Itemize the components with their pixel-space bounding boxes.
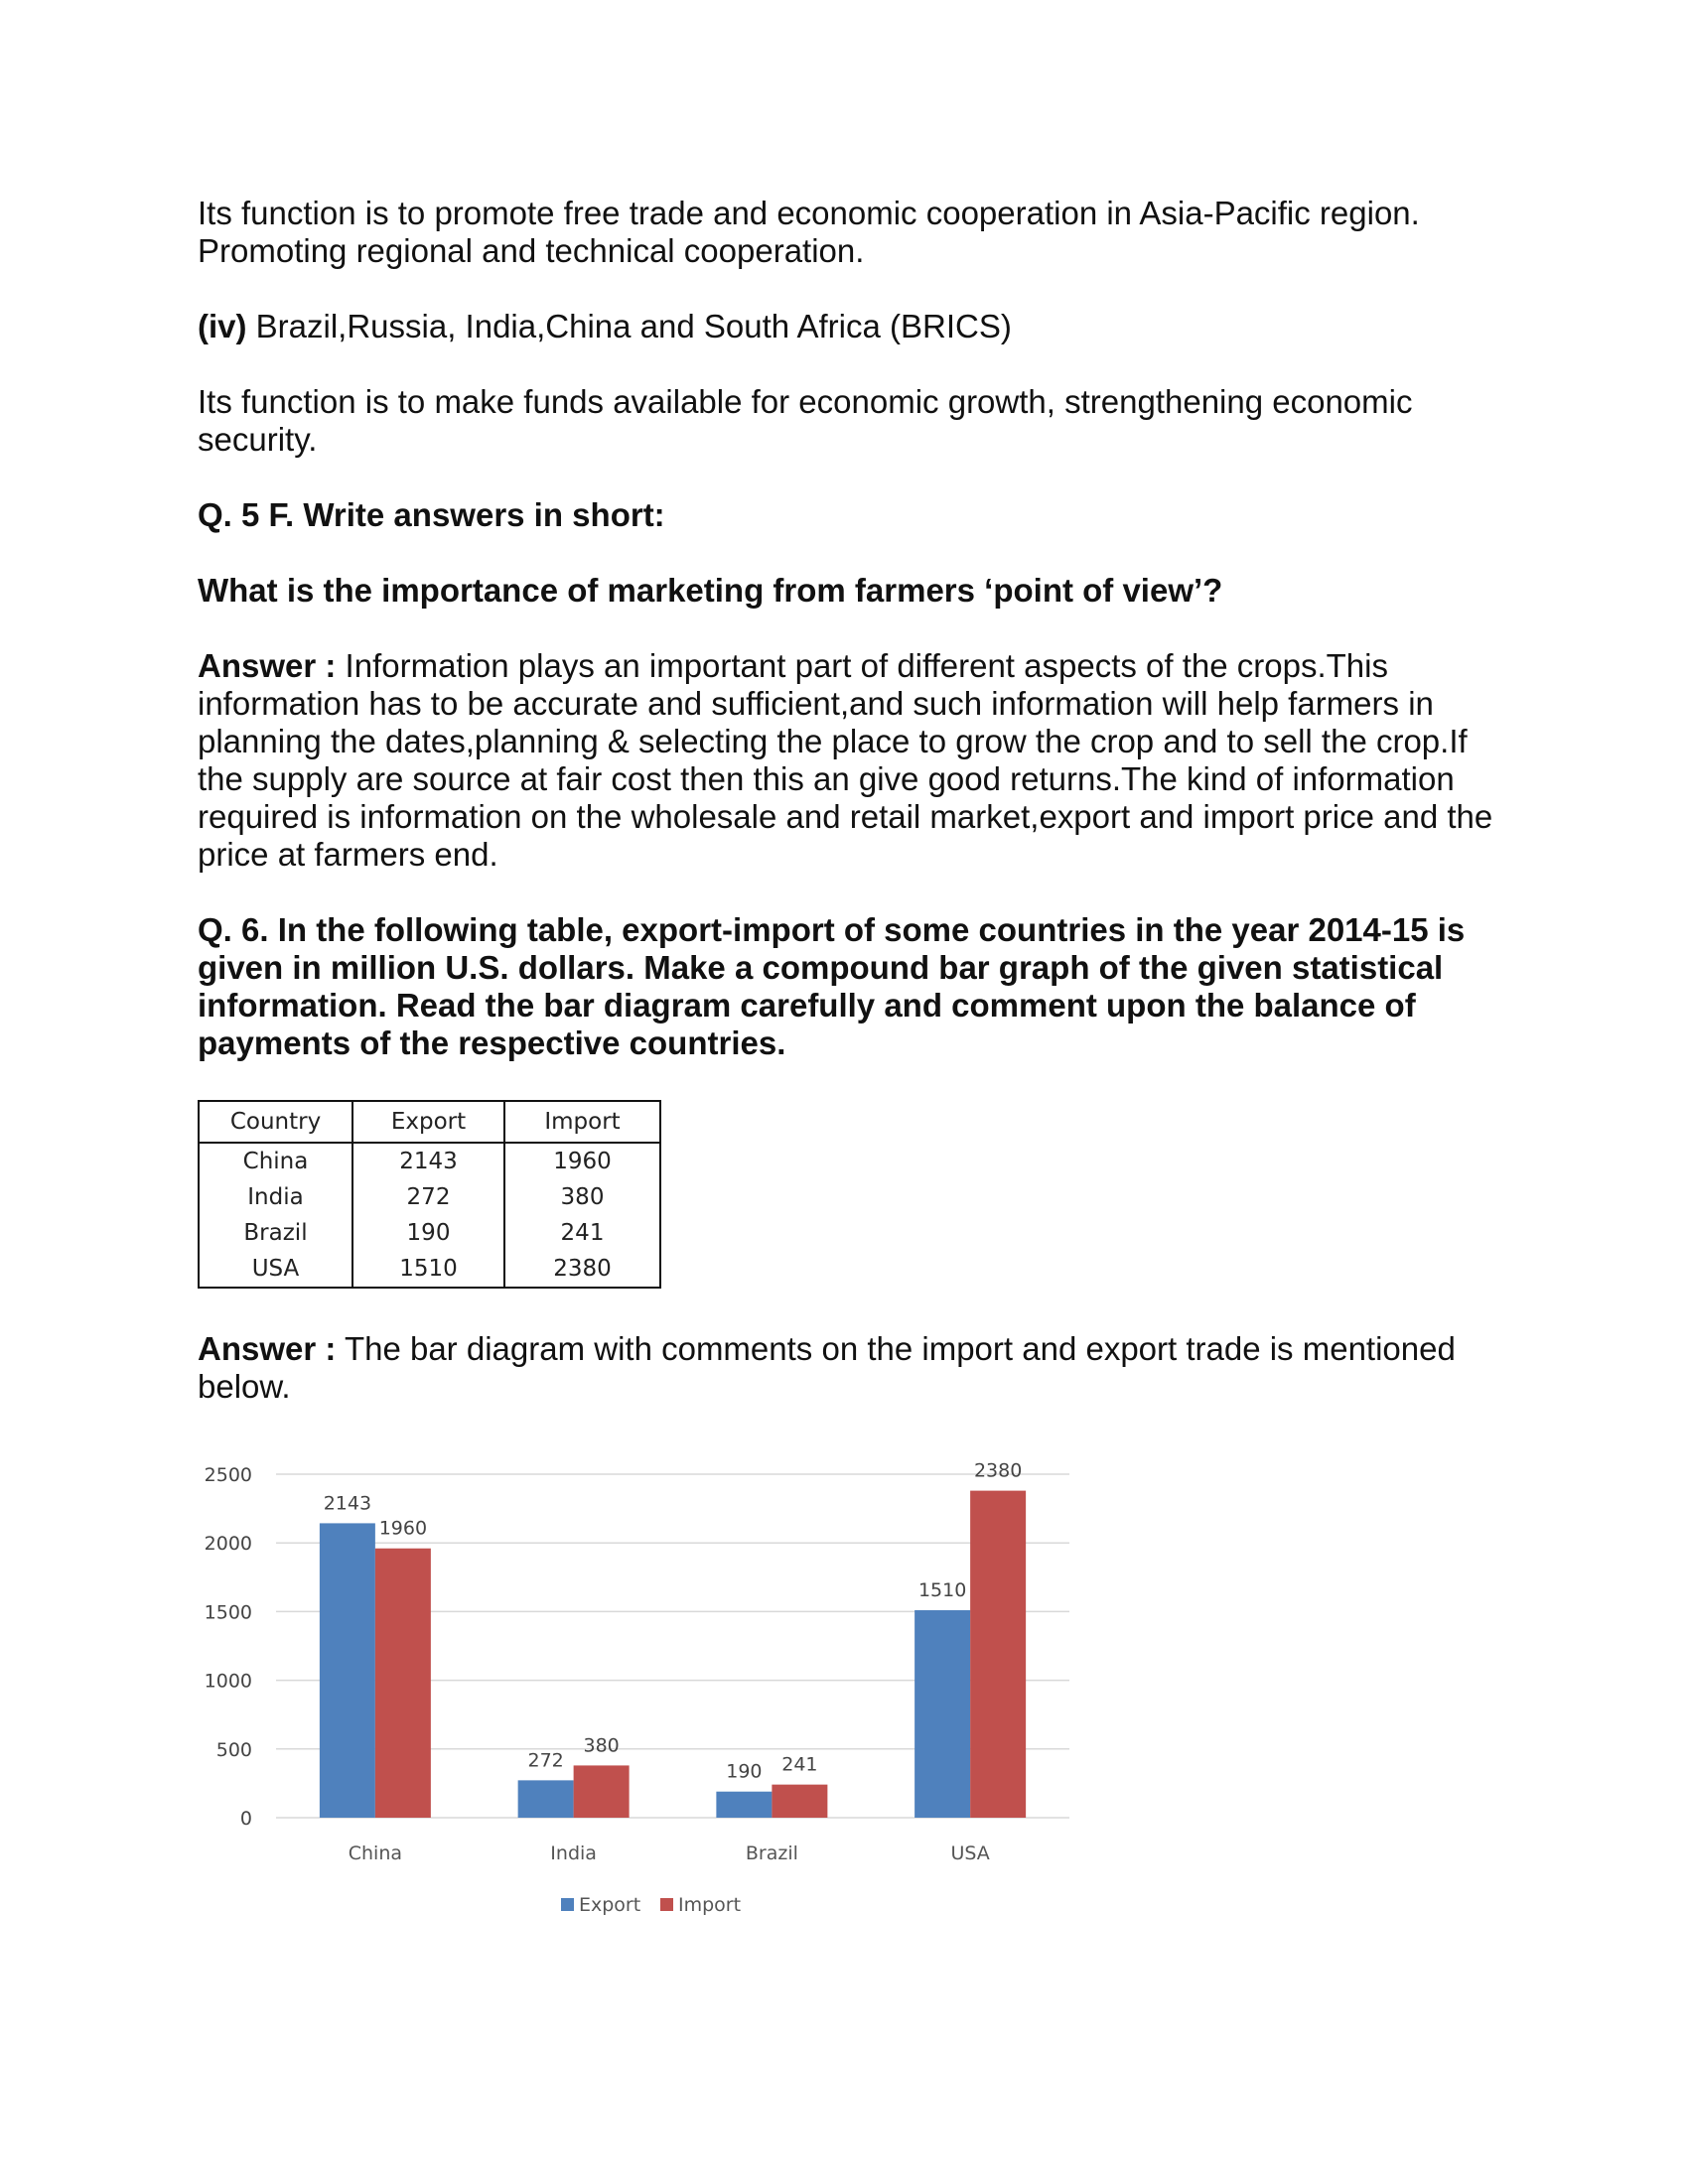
q6-answer <box>198 1330 1498 1406</box>
y-tick-label: 1500 <box>204 1601 252 1624</box>
x-category-label: Brazil <box>745 1843 798 1864</box>
table-cell: Brazil <box>199 1215 352 1251</box>
q5f-answer <box>198 647 1498 874</box>
bar-import-india <box>574 1765 630 1818</box>
brics-prefix: (iv) <box>198 308 247 344</box>
table-cell: India <box>199 1179 352 1215</box>
y-tick-label: 2500 <box>204 1464 252 1486</box>
brics-function-text: Its function is to make funds available for economic growth, strengthening economic security. <box>198 383 1413 458</box>
y-axis <box>205 1464 252 1830</box>
answer-text: The bar diagram with comments on the import and export trade is mentioned below. <box>198 1330 1456 1405</box>
legend-label-import: Import <box>678 1894 742 1916</box>
y-tick-label: 0 <box>239 1808 252 1830</box>
table-row <box>199 1143 660 1179</box>
legend-swatch-export <box>561 1898 574 1911</box>
x-axis <box>349 1843 990 1864</box>
table-cell: 1960 <box>504 1143 660 1179</box>
table-row <box>199 1179 660 1215</box>
table-cell: 2143 <box>352 1143 504 1179</box>
answer-label: Answer : <box>198 1330 337 1367</box>
bar-import-usa <box>970 1491 1026 1818</box>
table-row <box>199 1215 660 1251</box>
apec-function-text: Its function is to promote free trade and economic cooperation in Asia-Pacific region. Promoting regional and technical cooperation. <box>198 195 1420 269</box>
legend-label-export: Export <box>579 1894 641 1916</box>
q5f-question: What is the importance of marketing from farmers ‘point of view’? <box>198 572 1223 609</box>
table-cell: 2380 <box>504 1251 660 1288</box>
table-row <box>199 1251 660 1288</box>
data-label: 1960 <box>378 1517 428 1540</box>
bar-import-brazil <box>772 1785 827 1818</box>
brics-title <box>198 308 1498 345</box>
data-label: 241 <box>781 1753 818 1776</box>
bar-export-india <box>518 1780 574 1818</box>
data-label: 2143 <box>323 1492 372 1515</box>
bar-export-usa <box>914 1610 970 1818</box>
x-category-label: USA <box>950 1843 990 1864</box>
answer-text: Information plays an important part of different aspects of the crops.This information has to be accurate and sufficient,and such information will help farmers in planning the dates,planning & selecting the place to grow the crop and to sell the crop.If the supply are source at fair cost then this an give good returns.The kind of information required is information on the wholesale and retail market,export and import price and the price at farmers end. <box>198 647 1493 873</box>
data-label: 272 <box>527 1749 564 1772</box>
brics-title-text: Brazil,Russia, India,China and South Africa (BRICS) <box>246 308 1012 344</box>
table-header-cell: Export <box>352 1101 504 1143</box>
answer-label: Answer : <box>198 647 337 684</box>
table-cell: China <box>199 1143 352 1179</box>
x-category-label: China <box>348 1843 403 1864</box>
x-category-label: India <box>550 1843 597 1864</box>
data-label: 380 <box>583 1734 620 1757</box>
data-label: 1510 <box>917 1579 967 1602</box>
data-label: 2380 <box>973 1459 1023 1482</box>
export-import-bar-chart <box>198 1444 1091 1961</box>
table-header-cell: Import <box>504 1101 660 1143</box>
table-cell: 1510 <box>352 1251 504 1288</box>
document-body <box>198 195 1498 1406</box>
y-tick-label: 2000 <box>204 1533 252 1556</box>
y-tick-label: 500 <box>215 1738 252 1761</box>
table-cell: 380 <box>504 1179 660 1215</box>
table-header-cell: Country <box>199 1101 352 1143</box>
legend <box>561 1894 741 1916</box>
legend-swatch-import <box>660 1898 673 1911</box>
y-tick-label: 1000 <box>204 1670 252 1693</box>
table-cell: 272 <box>352 1179 504 1215</box>
bar-export-brazil <box>716 1792 772 1818</box>
export-import-table <box>198 1100 661 1289</box>
table-cell: USA <box>199 1251 352 1288</box>
table-cell: 190 <box>352 1215 504 1251</box>
table-cell: 241 <box>504 1215 660 1251</box>
q6-heading: Q. 6. In the following table, export-import of some countries in the year 2014-15 is given in million U.S. dollars. Make a compound bar graph of the given statistical information. Read the bar diagram carefully and comment upon the balance of payments of the respective countries. <box>198 911 1466 1061</box>
bar-export-china <box>320 1523 375 1818</box>
q5f-heading: Q. 5 F. Write answers in short: <box>198 496 665 533</box>
bar-import-china <box>375 1549 431 1818</box>
data-label: 190 <box>726 1760 763 1783</box>
table-header-row <box>199 1101 660 1143</box>
bars <box>320 1491 1026 1818</box>
